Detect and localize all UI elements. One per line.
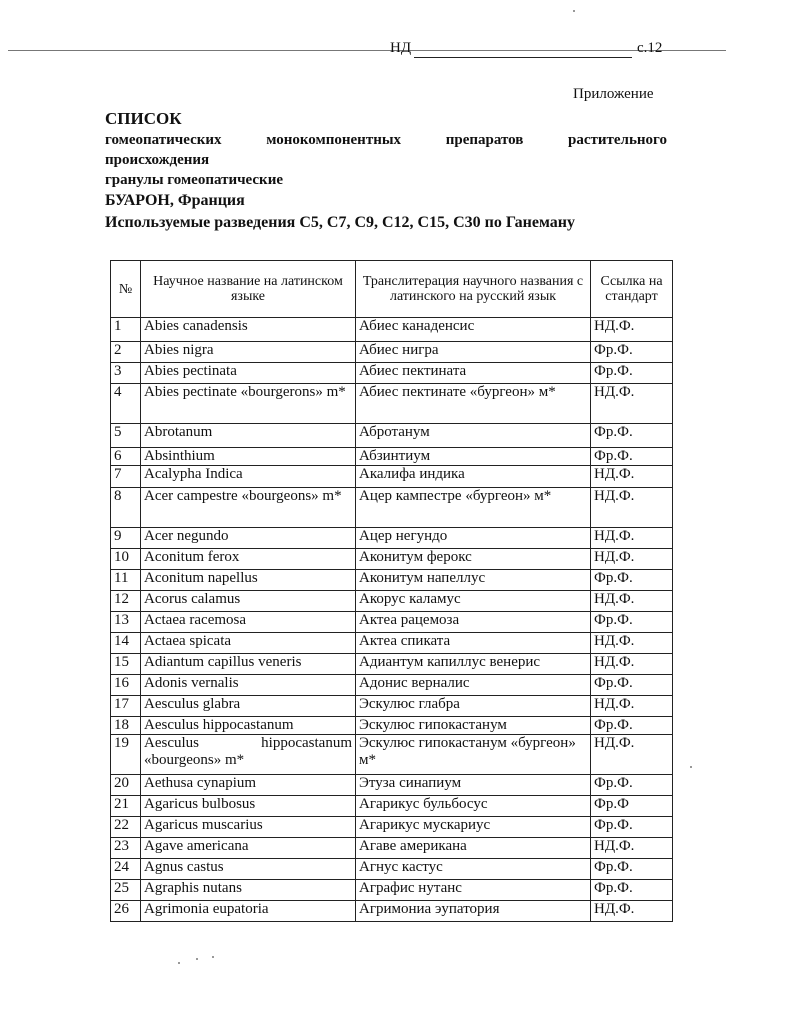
cell-russian: Агаве американа: [356, 838, 591, 859]
cell-num: 6: [111, 448, 141, 466]
cell-num: 26: [111, 901, 141, 922]
cell-num: 3: [111, 363, 141, 384]
cell-ref: НД.Ф.: [591, 901, 673, 922]
table-row: [111, 775, 673, 796]
table-row: [111, 528, 673, 549]
cell-num: 25: [111, 880, 141, 901]
cell-russian: Абзинтиум: [356, 448, 591, 466]
table-row: [111, 654, 673, 675]
cell-ref: НД.Ф.: [591, 591, 673, 612]
cell-ref: Фр.Ф.: [591, 448, 673, 466]
page-number: с.12: [637, 40, 663, 56]
scan-speck: [690, 766, 692, 768]
cell-ref: Фр.Ф.: [591, 717, 673, 735]
cell-latin: Acorus calamus: [141, 591, 356, 612]
cell-russian: Абиес пектинате «бургеон» м*: [356, 384, 591, 424]
nd-blank-line: [414, 57, 632, 58]
cell-latin: Aconitum ferox: [141, 549, 356, 570]
header-russian: Транслитерация научного названия с латинского на русский язык: [356, 261, 591, 318]
cell-num: 5: [111, 424, 141, 448]
cell-num: 19: [111, 735, 141, 775]
list-title: СПИСОК: [105, 109, 182, 128]
title-line-2: происхождения: [105, 152, 210, 168]
cell-num: 14: [111, 633, 141, 654]
cell-ref: Фр.Ф.: [591, 424, 673, 448]
dilutions-line: Используемые разведения С5, С7, С9, С12, С15, С30 по Ганеману: [105, 214, 575, 231]
cell-latin: Actaea spicata: [141, 633, 356, 654]
cell-num: 9: [111, 528, 141, 549]
nd-label: НД: [390, 40, 412, 56]
cell-russian: Акалифа индика: [356, 466, 591, 488]
cell-russian: Агнус кастус: [356, 859, 591, 880]
cell-latin: Agnus castus: [141, 859, 356, 880]
cell-ref: Фр.Ф: [591, 796, 673, 817]
cell-russian: Адонис верналис: [356, 675, 591, 696]
title-block: [105, 108, 667, 234]
cell-ref: Фр.Ф.: [591, 817, 673, 838]
cell-num: 16: [111, 675, 141, 696]
title-line-1: [105, 130, 667, 150]
cell-russian: Аграфис нутанс: [356, 880, 591, 901]
cell-latin: Adiantum capillus veneris: [141, 654, 356, 675]
table-row: [111, 675, 673, 696]
table-row: [111, 817, 673, 838]
table-row: [111, 466, 673, 488]
cell-ref: Фр.Ф.: [591, 342, 673, 363]
cell-latin: Aconitum napellus: [141, 570, 356, 591]
cell-russian: Агарикус мускариус: [356, 817, 591, 838]
appendix-label: Приложение: [573, 86, 654, 102]
cell-ref: НД.Ф.: [591, 384, 673, 424]
cell-ref: Фр.Ф.: [591, 880, 673, 901]
table-row: [111, 696, 673, 717]
table-row: [111, 901, 673, 922]
cell-latin: Acer negundo: [141, 528, 356, 549]
table-row: [111, 735, 673, 775]
cell-russian: Абиес пектината: [356, 363, 591, 384]
cell-ref: НД.Ф.: [591, 838, 673, 859]
title-word-1: гомеопатических: [105, 132, 222, 148]
title-word-3: препаратов: [445, 132, 524, 148]
preparations-table: [110, 260, 673, 922]
header-num: №: [111, 261, 141, 318]
cell-ref: НД.Ф.: [591, 549, 673, 570]
cell-num: 21: [111, 796, 141, 817]
cell-russian: Актеа рацемоза: [356, 612, 591, 633]
cell-num: 4: [111, 384, 141, 424]
table-row: [111, 424, 673, 448]
cell-num: 22: [111, 817, 141, 838]
cell-num: 24: [111, 859, 141, 880]
cell-ref: НД.Ф.: [591, 735, 673, 775]
title-word-4: растительного: [568, 132, 667, 148]
cell-latin: Adonis vernalis: [141, 675, 356, 696]
cell-russian: Абиес канаденсис: [356, 318, 591, 342]
manufacturer-line: БУАРОН, Франция: [105, 192, 245, 209]
cell-num: 20: [111, 775, 141, 796]
cell-russian: Актеа спиката: [356, 633, 591, 654]
scan-speck: [178, 962, 180, 964]
cell-latin: Agraphis nutans: [141, 880, 356, 901]
cell-russian: Аконитум напеллус: [356, 570, 591, 591]
cell-latin: Agave americana: [141, 838, 356, 859]
cell-ref: Фр.Ф.: [591, 859, 673, 880]
cell-russian: Ацер кампестре «бургеон» м*: [356, 488, 591, 528]
cell-latin: Agaricus muscarius: [141, 817, 356, 838]
cell-num: 12: [111, 591, 141, 612]
table-row: [111, 796, 673, 817]
cell-russian: Абиес нигра: [356, 342, 591, 363]
cell-ref: Фр.Ф.: [591, 363, 673, 384]
scan-speck: [212, 956, 214, 958]
cell-ref: НД.Ф.: [591, 633, 673, 654]
table-row: [111, 570, 673, 591]
cell-num: 18: [111, 717, 141, 735]
cell-latin: Aethusa cynapium: [141, 775, 356, 796]
scan-speck: [196, 958, 198, 960]
cell-latin: Abrotanum: [141, 424, 356, 448]
cell-russian: Эскулюс гипокастанум: [356, 717, 591, 735]
table-row: [111, 880, 673, 901]
cell-latin: Actaea racemosa: [141, 612, 356, 633]
table-row: [111, 318, 673, 342]
table-row: [111, 612, 673, 633]
title-word-2: монокомпонентных: [266, 132, 402, 148]
cell-russian: Агримониа эупатория: [356, 901, 591, 922]
cell-num: 8: [111, 488, 141, 528]
table-row: [111, 342, 673, 363]
cell-num: 11: [111, 570, 141, 591]
cell-russian: Агарикус бульбосус: [356, 796, 591, 817]
title-line-3: гранулы гомеопатические: [105, 172, 283, 188]
cell-russian: Эскулюс гипокастанум «бургеон» м*: [356, 735, 591, 775]
cell-latin: Agrimonia eupatoria: [141, 901, 356, 922]
cell-russian: Абротанум: [356, 424, 591, 448]
table-row: [111, 448, 673, 466]
cell-ref: НД.Ф.: [591, 318, 673, 342]
cell-latin: Abies nigra: [141, 342, 356, 363]
cell-num: 13: [111, 612, 141, 633]
cell-russian: Эскулюс глабра: [356, 696, 591, 717]
table-row: [111, 717, 673, 735]
cell-num: 2: [111, 342, 141, 363]
cell-num: 15: [111, 654, 141, 675]
cell-num: 1: [111, 318, 141, 342]
table-header-row: [111, 261, 673, 318]
table-row: [111, 363, 673, 384]
cell-num: 7: [111, 466, 141, 488]
header-latin: Научное название на латинском языке: [141, 261, 356, 318]
table-row: [111, 488, 673, 528]
cell-russian: Ацер негундо: [356, 528, 591, 549]
table-row: [111, 838, 673, 859]
cell-ref: НД.Ф.: [591, 696, 673, 717]
cell-latin: Aesculus hippocastanum «bourgeons» m*: [141, 735, 356, 775]
cell-num: 17: [111, 696, 141, 717]
cell-latin: Aesculus glabra: [141, 696, 356, 717]
cell-latin: Acer campestre «bourgeons» m*: [141, 488, 356, 528]
cell-latin: Absinthium: [141, 448, 356, 466]
table-row: [111, 591, 673, 612]
cell-russian: Акорус каламус: [356, 591, 591, 612]
cell-num: 23: [111, 838, 141, 859]
cell-ref: Фр.Ф.: [591, 570, 673, 591]
table-body: [111, 318, 673, 922]
scan-speck: [573, 10, 575, 12]
cell-ref: Фр.Ф.: [591, 612, 673, 633]
cell-latin: Agaricus bulbosus: [141, 796, 356, 817]
cell-russian: Аконитум ферокс: [356, 549, 591, 570]
header-ref: Ссылка на стандарт: [591, 261, 673, 318]
table-row: [111, 549, 673, 570]
cell-latin: Abies canadensis: [141, 318, 356, 342]
cell-russian: Этуза синапиум: [356, 775, 591, 796]
cell-russian: Адиантум капиллус венерис: [356, 654, 591, 675]
cell-latin: Abies pectinate «bourgerons» m*: [141, 384, 356, 424]
cell-latin: Abies pectinata: [141, 363, 356, 384]
cell-ref: Фр.Ф.: [591, 775, 673, 796]
table-row: [111, 384, 673, 424]
cell-ref: Фр.Ф.: [591, 675, 673, 696]
top-rule: [8, 50, 726, 51]
cell-ref: НД.Ф.: [591, 466, 673, 488]
table-row: [111, 859, 673, 880]
cell-num: 10: [111, 549, 141, 570]
cell-ref: НД.Ф.: [591, 488, 673, 528]
cell-ref: НД.Ф.: [591, 528, 673, 549]
cell-ref: НД.Ф.: [591, 654, 673, 675]
cell-latin: Acalypha Indica: [141, 466, 356, 488]
cell-latin: Aesculus hippocastanum: [141, 717, 356, 735]
table-row: [111, 633, 673, 654]
